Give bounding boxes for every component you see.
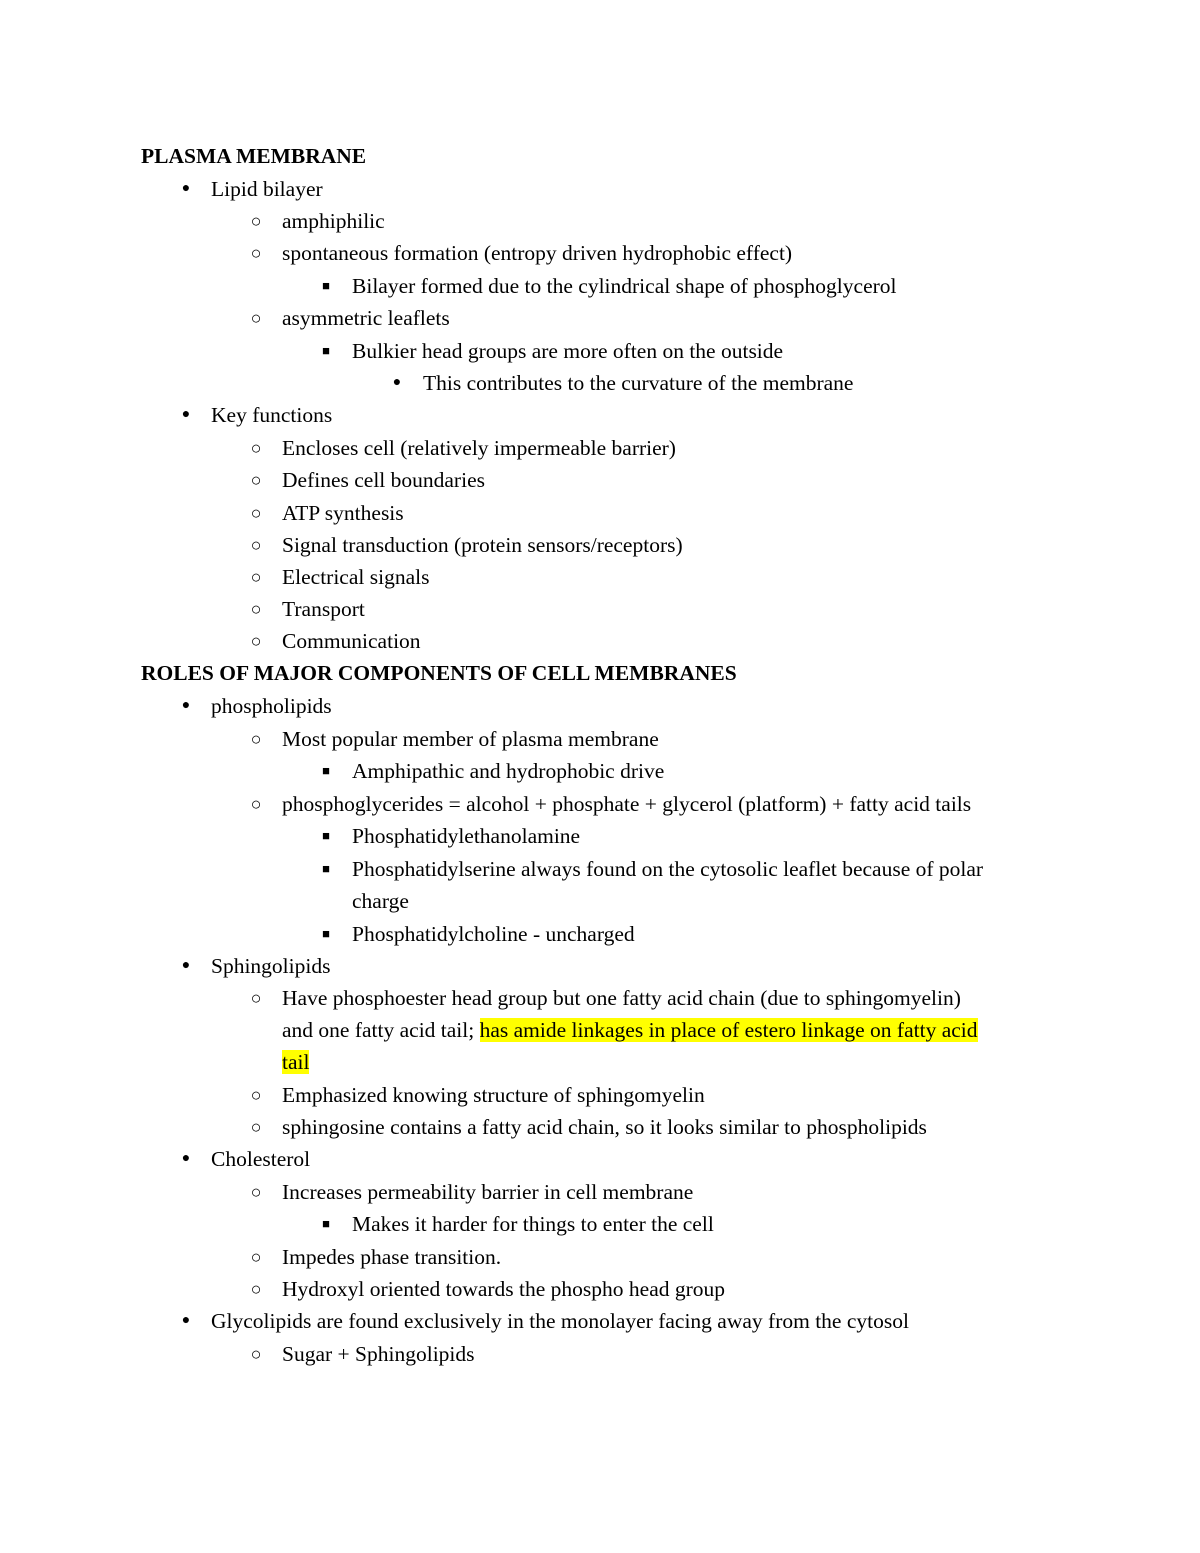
list-item: Cholesterol — [211, 1147, 311, 1171]
list-item: Phosphatidylserine always found on the cytosolic leaflet because of polar — [352, 857, 984, 881]
list-item: Defines cell boundaries — [282, 468, 485, 492]
circle-marker: ○ — [250, 535, 262, 555]
circle-marker: ○ — [250, 567, 262, 587]
square-marker: ■ — [322, 763, 330, 778]
list-item: Key functions — [211, 403, 333, 427]
list-item: sphingosine contains a fatty acid chain, so it looks similar to phospholipids — [282, 1115, 927, 1139]
bullet-marker: ● — [181, 958, 191, 973]
list-item: Increases permeability barrier in cell membrane — [282, 1180, 694, 1204]
list-item: asymmetric leaflets — [282, 306, 450, 330]
circle-marker: ○ — [250, 631, 262, 651]
list-item: Transport — [282, 597, 365, 621]
square-marker: ■ — [322, 861, 330, 876]
circle-marker: ○ — [250, 729, 262, 749]
list-item-continuation — [282, 1016, 978, 1044]
list-item: Electrical signals — [282, 565, 430, 589]
circle-marker: ○ — [250, 1344, 262, 1364]
plain-text: and one fatty acid tail; — [282, 1018, 480, 1042]
bullet-marker: ● — [181, 1313, 191, 1328]
list-item: Emphasized knowing structure of sphingomyelin — [282, 1083, 705, 1107]
circle-marker: ○ — [250, 599, 262, 619]
list-item: Phosphatidylcholine - uncharged — [352, 922, 635, 946]
list-item: Hydroxyl oriented towards the phospho head group — [282, 1277, 726, 1301]
circle-marker: ○ — [250, 1279, 262, 1299]
square-marker: ■ — [322, 1216, 330, 1231]
circle-marker: ○ — [250, 988, 262, 1008]
bullet-marker: ● — [181, 407, 191, 422]
circle-marker: ○ — [250, 1085, 262, 1105]
list-item: spontaneous formation (entropy driven hydrophobic effect) — [282, 241, 793, 265]
list-item: Lipid bilayer — [211, 177, 323, 201]
list-item-continuation — [282, 1048, 309, 1076]
list-item: Bulkier head groups are more often on the outside — [352, 339, 784, 363]
list-item: Bilayer formed due to the cylindrical shape of phosphoglycerol — [352, 274, 897, 298]
list-item: phosphoglycerides = alcohol + phosphate + glycerol (platform) + fatty acid tails — [282, 792, 972, 816]
circle-marker: ○ — [250, 438, 262, 458]
square-marker: ■ — [322, 278, 330, 293]
list-item: Amphipathic and hydrophobic drive — [352, 759, 665, 783]
circle-marker: ○ — [250, 243, 262, 263]
list-item: phospholipids — [211, 694, 332, 718]
list-item: Phosphatidylethanolamine — [352, 824, 581, 848]
list-item: Communication — [282, 629, 421, 653]
square-marker: ■ — [322, 343, 330, 358]
bullet-marker: ● — [181, 181, 191, 196]
list-item: ATP synthesis — [282, 501, 404, 525]
bullet-marker: ● — [181, 698, 191, 713]
list-item: amphiphilic — [282, 209, 385, 233]
circle-marker: ○ — [250, 1182, 262, 1202]
list-item: Glycolipids are found exclusively in the monolayer facing away from the cytosol — [211, 1309, 909, 1333]
list-item: This contributes to the curvature of the membrane — [423, 371, 854, 395]
square-marker: ■ — [322, 926, 330, 941]
list-item: Encloses cell (relatively impermeable barrier) — [282, 436, 676, 460]
list-item: Signal transduction (protein sensors/receptors) — [282, 533, 683, 557]
circle-marker: ○ — [250, 211, 262, 231]
list-item: Most popular member of plasma membrane — [282, 727, 659, 751]
square-marker: ■ — [322, 828, 330, 843]
circle-marker: ○ — [250, 794, 262, 814]
list-item: Impedes phase transition. — [282, 1245, 502, 1269]
bullet-marker: ● — [181, 1151, 191, 1166]
section-heading-plasma-membrane: PLASMA MEMBRANE — [141, 144, 367, 168]
list-item: Sugar + Sphingolipids — [282, 1342, 475, 1366]
highlighted-text: tail — [282, 1050, 310, 1074]
list-item: Makes it harder for things to enter the cell — [352, 1212, 714, 1236]
list-item: Have phosphoester head group but one fatty acid chain (due to sphingomyelin) — [282, 986, 961, 1010]
list-item: Sphingolipids — [211, 954, 331, 978]
circle-marker: ○ — [250, 1247, 262, 1267]
circle-marker: ○ — [250, 470, 262, 490]
highlighted-text: has amide linkages in place of estero linkage on fatty acid — [479, 1018, 978, 1042]
circle-marker: ○ — [250, 503, 262, 523]
circle-marker: ○ — [250, 308, 262, 328]
bullet-marker: ● — [392, 375, 402, 390]
section-heading-roles: ROLES OF MAJOR COMPONENTS OF CELL MEMBRANES — [141, 661, 737, 685]
list-item-continuation: charge — [352, 889, 409, 913]
circle-marker: ○ — [250, 1117, 262, 1137]
